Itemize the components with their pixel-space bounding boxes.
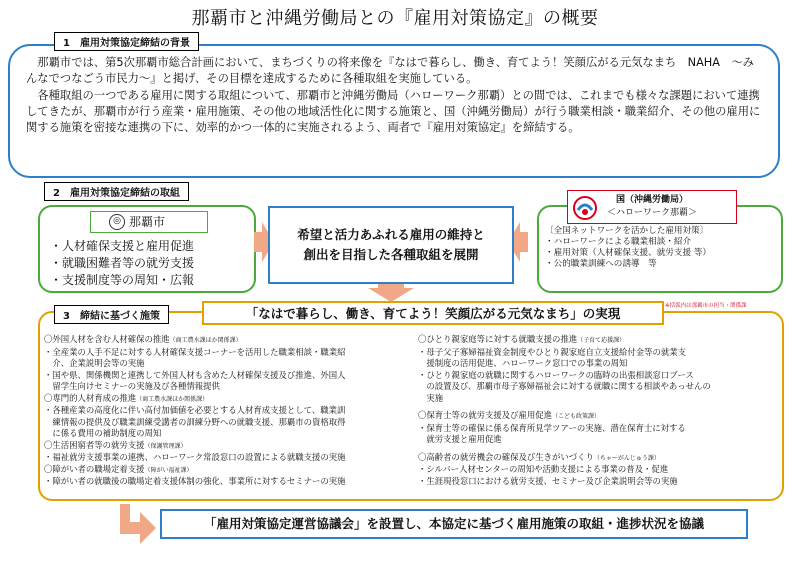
center-box	[268, 206, 514, 284]
gov-line-2: ＜ハローワーク那覇＞	[606, 208, 697, 218]
city-item: ・支援制度等の周知・広報	[50, 273, 195, 287]
measure-item: 実施	[418, 392, 444, 403]
section1-label: 1 雇用対策協定締結の背景	[54, 32, 199, 51]
center-line-1: 希望と活力あふれる雇用の維持と	[297, 227, 485, 242]
city-header	[90, 211, 208, 233]
measure-heading: 〇高齢者の就労機会の確保及び生きがいづくり（ちゃーがんじゅう課）	[418, 451, 660, 462]
measure-item: に係る費用の補助制度の周知	[44, 428, 162, 438]
measure-item: ・全産業の人手不足に対する人材確保支援コーナーを活用した職業相談・職業紹	[44, 346, 346, 357]
measure-item: ・シルバー人材センターの周知や活動支援による事業の普及・促進	[418, 464, 669, 474]
measure-item: ・保育士等の確保に係る保育所見学ツアーの実施、潜在保育士に対する	[418, 422, 686, 433]
background-paragraph-2: 各種取組の一つである雇用に関する取組について、那覇市と沖縄労働局（ハローワーク那覇）との間では、これまでも様々な課題において連携してきたが、那覇市が行う産業・雇用施策、その他の地域活性化に関する施策と、国（沖縄労働局）が行う職業相談・職業紹介、その他の雇用に関する施策を密接な連携の下に、効率的かつ一体的に実施されるよう、両者で『雇用対策協定』を締結する。	[26, 88, 761, 135]
background-box	[8, 44, 780, 178]
measure-item: ・各種産業の高度化に伴い高付加価値を必要とする人材育成支援として、職業訓	[44, 405, 346, 415]
measure-item: ・ひとり親家庭の就職に関するハローワークの臨時の出張相談窓口ブース	[418, 369, 694, 380]
city-items	[50, 238, 194, 289]
city-box	[38, 205, 256, 293]
arrow-bottom-right-icon	[120, 504, 156, 544]
page-title: 那覇市と沖縄労働局との『雇用対策協定』の概要	[191, 8, 599, 29]
measure-item: ・障がい者の就職後の職場定着支援体制の強化、事業所に対するセミナーの実施	[44, 476, 346, 486]
measure-heading: 〇障がい者の職場定着支援（障がい福祉課）	[44, 463, 193, 474]
measure-heading: 〇外国人材を含む人材確保の推進（商工農水課ほか関係課）	[44, 334, 242, 344]
measure-item: ・福祉就労支援事業の連携、ハローワーク常設窓口の設置による就職支援の実施	[44, 452, 346, 462]
measure-item: ・生涯現役窓口における就労支援、セミナー及び企業説明会等の実施	[418, 475, 678, 486]
section3-label: 3 締結に基づく施策	[54, 305, 169, 324]
gov-item: ・雇用対策（人材確保支援、就労支援 等）	[545, 248, 712, 258]
measure-item: 留学生向けセミナーの実施及び各種情報提供	[44, 381, 220, 391]
measure-heading: 〇専門的人材育成の推進（商工農水課ほか関係課）	[44, 392, 209, 403]
gov-item: 〔全国ネットワークを活かした雇用対策〕	[545, 226, 709, 236]
gov-item: ・公的職業訓練への誘導 等	[545, 259, 657, 269]
measure-item: 介、企業説明会等の実施	[44, 358, 145, 368]
gov-items	[545, 226, 711, 270]
measure-item: 就労支援と雇用促進	[418, 434, 502, 444]
measure-item: ・母子父子寡婦福祉資金制度やひとり親家庭自立支援給付金等の就業支	[418, 346, 686, 357]
measure-item: 練情報の提供及び職業訓練受講者の訓練分野への就職支援、那覇市の資格取得	[44, 416, 346, 427]
measure-heading: 〇保育士等の就労支援及び雇用促進（こども政策課）	[418, 410, 601, 420]
city-item: ・就職困難者等の就労支援	[50, 256, 195, 270]
background-paragraph-1: 那覇市では、第5次那覇市総合計画において、まちづくりの将来像を『なはで暮らし、働き、育てよう！笑顔広がる元気なまち NAHA ～みんなでつなごう市民力～』と掲げ、その目標を達成するために各種取組を実施している。	[26, 56, 754, 86]
city-item: ・人材確保支援と雇用促進	[50, 239, 195, 253]
ministry-logo-icon	[572, 195, 598, 221]
measure-item: の設置及び、那覇市母子寡婦福祉会に対する就職に関する相談やあっせんの	[418, 381, 711, 391]
measure-item: ・国や県、関係機関と連携して外国人材も含めた人材確保支援及び推進、外国人	[44, 369, 346, 380]
section2-label: 2 雇用対策協定締結の取組	[44, 182, 189, 201]
city-name: 那覇市	[129, 215, 166, 229]
measures-right-column	[418, 334, 711, 487]
gov-header	[567, 190, 737, 224]
measure-heading: 〇ひとり親家庭等に対する就職支援の推進（子育て応援課）	[418, 334, 626, 344]
gov-line-1: 国（沖縄労働局）	[615, 195, 688, 205]
center-line-2: 創出を目指した各種取組を展開	[303, 247, 479, 262]
city-emblem-icon: ◎	[109, 214, 125, 230]
measure-heading: 〇生活困窮者等の就労支援（保護管理課）	[44, 439, 187, 450]
department-note: ※括弧内は那覇市の担当・関係課	[665, 303, 747, 309]
motto-banner: 「なはで暮らし、働き、育てよう！笑顔広がる元気なまち」の実現	[202, 301, 664, 325]
measure-item: 援制度の活用促進、ハローワーク窓口での事業の周知	[418, 358, 628, 368]
council-banner: 「雇用対策協定運営協議会」を設置し、本協定に基づく雇用施策の取組・進捗状況を協議	[160, 509, 748, 539]
measures-left-column	[44, 334, 346, 488]
gov-item: ・ハローワークによる職業相談・紹介	[545, 237, 692, 247]
